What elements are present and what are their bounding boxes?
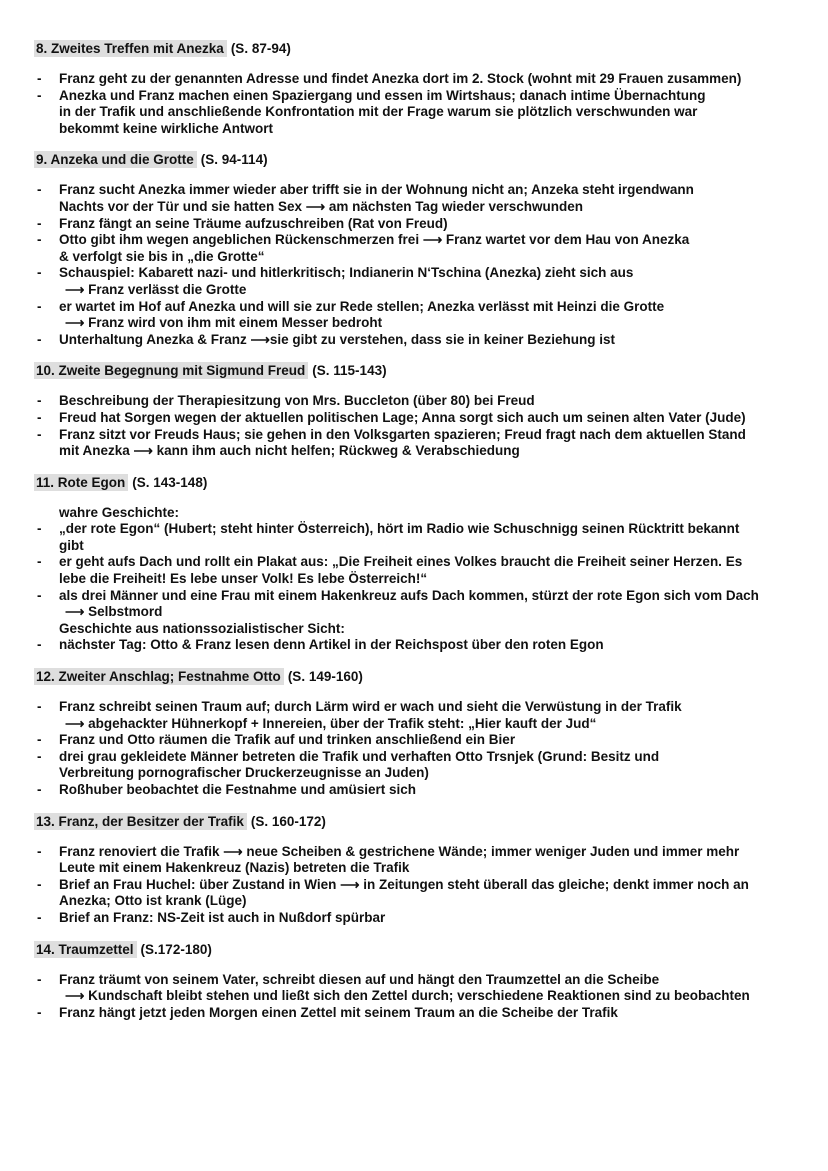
continuation-line: Verbreitung pornografischer Druckerzeugnisse an Juden) [59,765,429,781]
bullet-line: - Freud hat Sorgen wegen der aktuellen politischen Lage; Anna sorgt sich auch um seinen alten Vater (Jude) [36,410,806,427]
chapter-notes-list [36,182,806,348]
chapter-title: 10. Zweite Begegnung mit Sigmund Freud [34,362,308,379]
chapter-heading [36,668,806,685]
chapter-title: 11. Rote Egon [34,474,128,491]
chapter-section [36,941,806,1022]
chapter-title: 12. Zweiter Anschlag; Festnahme Otto [34,668,284,685]
bullet-line: - Franz träumt von seinem Vater, schreibt diesen auf und hängt den Traumzettel an die Scheibe [36,972,806,989]
continuation-line: & verfolgt sie bis in „die Grotte“ [59,248,265,264]
bullet-line: - Franz und Otto räumen die Trafik auf und trinken anschließend ein Bier [36,732,806,749]
continuation-line: in der Trafik und anschließende Konfrontation mit der Frage warum sie plötzlich verschwunden war [59,104,698,120]
bullet-line: - nächster Tag: Otto & Franz lesen denn Artikel in der Reichspost über den roten Egon [36,637,806,654]
bullet-line: - Franz sitzt vor Freuds Haus; sie gehen in den Volksgarten spazieren; Freud fragt nach dem aktuellen Stand [36,427,806,444]
continuation-line: ⟶ Franz wird von ihm mit einem Messer bedroht [65,315,383,331]
chapter-title: 13. Franz, der Besitzer der Trafik [34,813,247,830]
chapter-section [36,668,806,799]
bullet-line: - er wartet im Hof auf Anezka und will sie zur Rede stellen; Anezka verlässt mit Heinzi die Grotte [36,299,806,316]
chapter-heading [36,151,806,168]
chapter-heading [36,40,806,57]
chapter-heading [36,362,806,379]
continuation-line: ⟶ Franz verlässt die Grotte [65,281,247,297]
bullet-line: - Franz sucht Anezka immer wieder aber trifft sie in der Wohnung nicht an; Anzeka steht irgendwann [36,182,806,199]
bullet-line: - „der rote Egon“ (Hubert; steht hinter Österreich), hört im Radio wie Schuschnigg seinen Rücktritt bekannt [36,521,806,538]
continuation-line: ⟶ Selbstmord [65,604,163,620]
continuation-line: bekommt keine wirkliche Antwort [59,120,274,136]
chapter-pages: (S. 87-94) [230,41,291,56]
chapter-notes-list [36,972,806,1022]
chapter-notes-list [36,505,806,654]
chapter-notes-list [36,699,806,799]
bullet-line: - Schauspiel: Kabarett nazi- und hitlerkritisch; Indianerin N‘Tschina (Anezka) zieht sich aus [36,265,806,282]
bullet-line: - Franz schreibt seinen Traum auf; durch Lärm wird er wach und sieht die Verwüstung in der Trafik [36,699,806,716]
bullet-line: - Franz geht zu der genannten Adresse und findet Anezka dort im 2. Stock (wohnt mit 29 Frauen zusammen) [36,71,806,88]
bullet-line: - als drei Männer und eine Frau mit einem Hakenkreuz aufs Dach kommen, stürzt der rote Egon sich vom Dach [36,588,806,605]
chapter-pages: (S.172-180) [140,941,212,957]
chapter-title: 14. Traumzettel [34,941,137,958]
chapter-pages: (S. 94-114) [200,152,268,168]
bullet-line: - Anezka und Franz machen einen Spaziergang und essen im Wirtshaus; danach intime Übernachtung [36,88,806,105]
bullet-line: - Brief an Frau Huchel: über Zustand in Wien ⟶ in Zeitungen steht überall das gleiche; denkt immer noch an [36,877,806,894]
continuation-line: mit Anezka ⟶ kann ihm auch nicht helfen; Rückweg & Verabschiedung [59,443,520,459]
chapter-title: 9. Anzeka und die Grotte [34,151,197,168]
chapter-section [36,40,806,137]
continuation-line: ⟶ Kundschaft bleibt stehen und ließt sich den Zettel durch; verschiedene Reaktionen sind zu beobachten [65,988,750,1004]
continuation-line: Nachts vor der Tür und sie hatten Sex ⟶ am nächsten Tag wieder verschwunden [59,198,583,214]
chapter-notes-list [36,844,806,927]
continuation-line: Leute mit einem Hakenkreuz (Nazis) betreten die Trafik [59,860,410,876]
chapter-notes-list [36,71,806,137]
chapter-pages: (S. 160-172) [250,813,326,829]
bullet-line: - Franz fängt an seine Träume aufzuschreiben (Rat von Freud) [36,216,806,233]
chapter-heading [36,941,806,958]
bullet-line: - er geht aufs Dach und rollt ein Plakat aus: „Die Freiheit eines Volkes braucht die Freiheit seiner Herzen. Es [36,554,806,571]
bullet-line: - Beschreibung der Therapiesitzung von Mrs. Buccleton (über 80) bei Freud [36,393,806,410]
continuation-line: lebe die Freiheit! Es lebe unser Volk! Es lebe Österreich!“ [59,571,428,587]
chapter-title: 8. Zweites Treffen mit Anezka [34,40,227,57]
chapter-heading [36,813,806,830]
continuation-line: Geschichte aus nationssozialistischer Sicht: [59,620,345,636]
continuation-line: Anezka; Otto ist krank (Lüge) [59,893,247,909]
chapter-heading [36,474,806,491]
bullet-line: - Roßhuber beobachtet die Festnahme und amüsiert sich [36,782,806,799]
bullet-line: - Otto gibt ihm wegen angeblichen Rückenschmerzen frei ⟶ Franz wartet vor dem Hau von Anezka [36,232,806,249]
bullet-line: - Franz hängt jetzt jeden Morgen einen Zettel mit seinem Traum an die Scheibe der Trafik [36,1005,806,1022]
chapter-pages: (S. 149-160) [287,669,363,685]
bullet-line: - drei grau gekleidete Männer betreten die Trafik und verhaften Otto Trsnjek (Grund: Besitz und [36,749,806,766]
chapter-notes-list [36,393,806,459]
bullet-line: - Franz renoviert die Trafik ⟶ neue Scheiben & gestrichene Wände; immer weniger Juden und immer mehr [36,844,806,861]
chapter-section [36,474,806,654]
document-page [36,40,806,1035]
chapter-section [36,151,806,348]
chapter-section [36,813,806,927]
continuation-line: wahre Geschichte: [59,504,180,520]
chapter-section [36,362,806,459]
chapter-pages: (S. 115-143) [312,363,387,379]
continuation-line: gibt [59,537,84,553]
chapter-pages: (S. 143-148) [132,474,208,490]
bullet-line: - Unterhaltung Anezka & Franz ⟶sie gibt zu verstehen, dass sie in keiner Beziehung ist [36,332,806,349]
continuation-line: ⟶ abgehackter Hühnerkopf + Innereien, über der Trafik steht: „Hier kauft der Jud“ [65,715,597,731]
bullet-line: - Brief an Franz: NS-Zeit ist auch in Nußdorf spürbar [36,910,806,927]
